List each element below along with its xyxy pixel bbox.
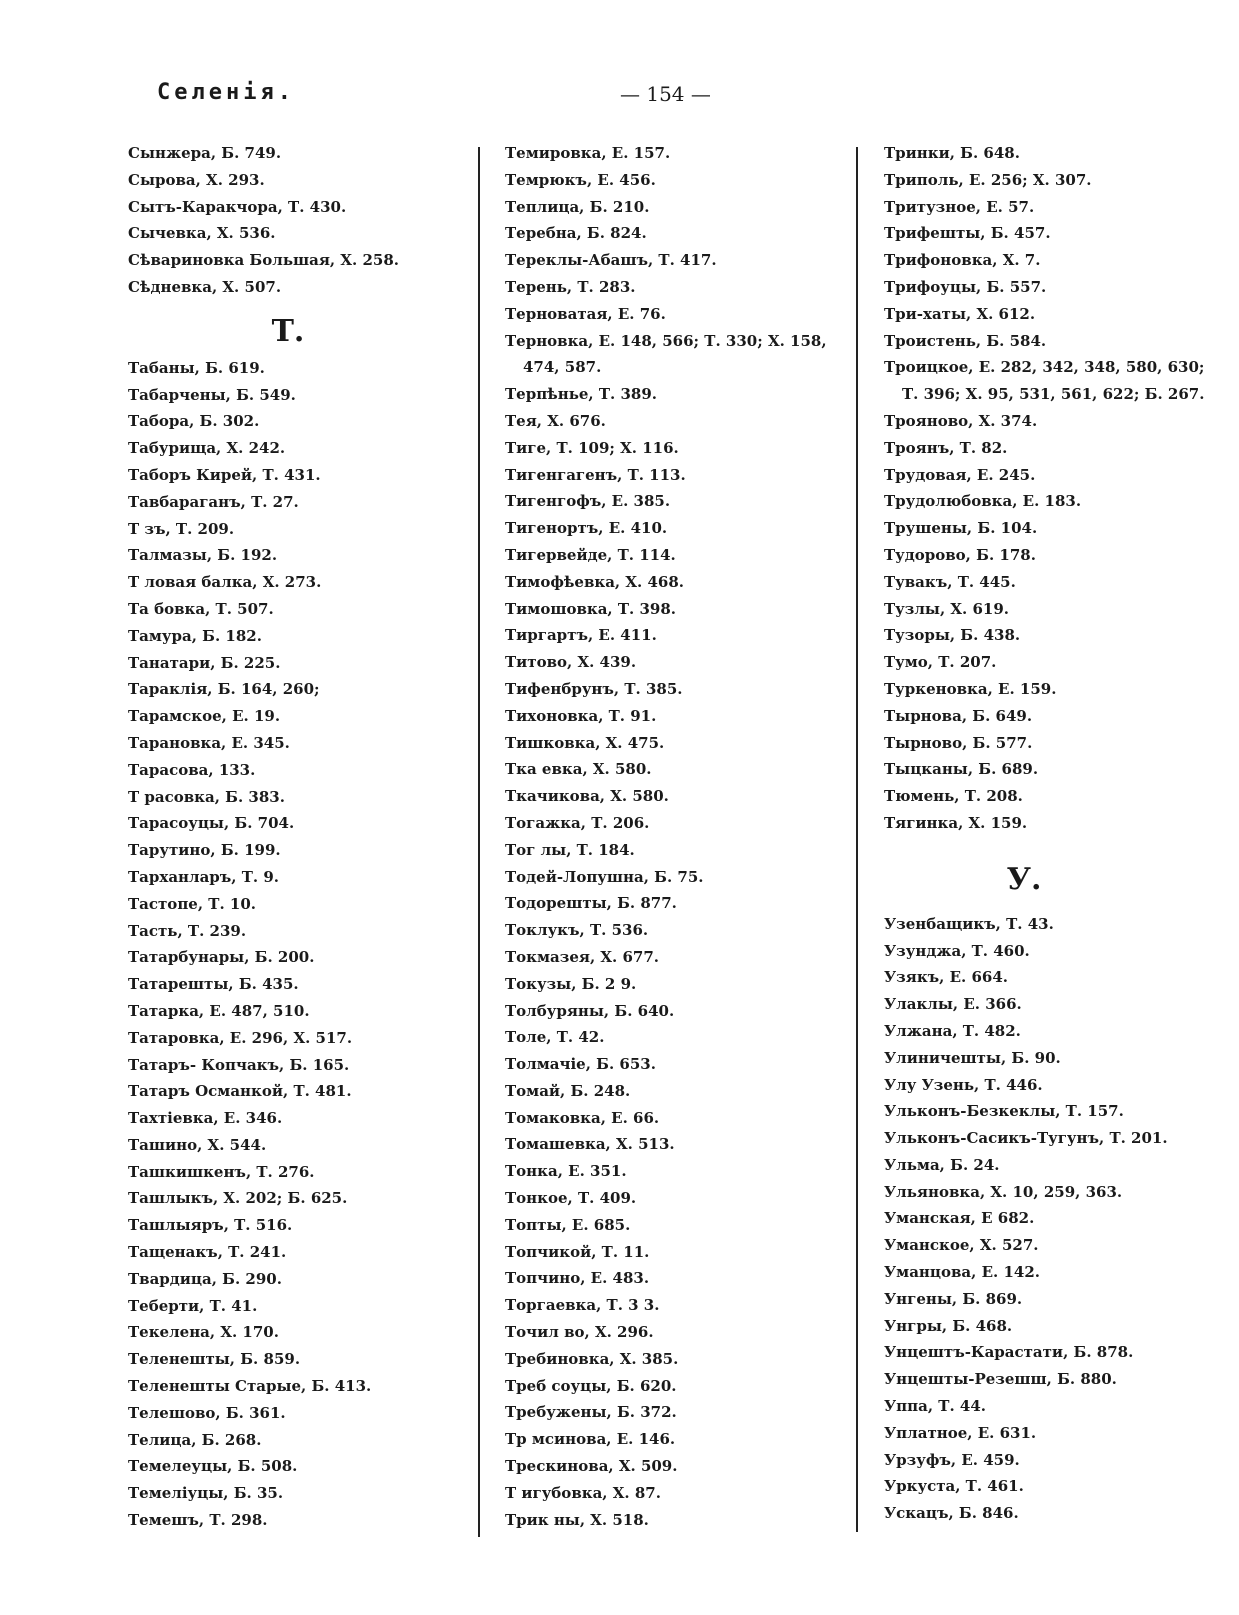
index-entry: Ташлыкъ, Х. 202; Б. 625. [128,1189,348,1208]
index-entry: Теплица, Б. 210. [505,197,650,216]
index-entry: Томаковка, Е. 66. [505,1108,660,1127]
index-column-2 [505,140,845,1533]
index-entry: Тудорово, Б. 178. [884,545,1036,564]
index-entry: Уплатное, Е. 631. [884,1423,1037,1442]
index-entry: Три-хаты, Х. 612. [884,304,1036,323]
page-title: Селенія. [157,80,295,105]
index-entry: Тодей-Лопушна, Б. 75. [505,867,704,886]
index-entry: Табарчены, Б. 549. [128,385,296,404]
index-entry: Толе, Т. 42. [505,1028,605,1047]
index-entry: Т игубовка, Х. 87. [505,1483,661,1502]
index-entry: Ульконъ-Сасикъ-Тугунъ, Т. 201. [884,1129,1168,1148]
index-entry: Тавбараганъ, Т. 27. [128,492,299,511]
index-entry: Текелена, Х. 170. [128,1323,279,1342]
index-entry: Токлукъ, Т. 536. [505,921,649,940]
index-entry: Тогажка, Т. 206. [505,813,650,832]
index-entry: Узякъ, Е. 664. [884,968,1009,987]
index-entry: Табурища, Х. 242. [128,439,286,458]
index-entry: Узунджа, Т. 460. [884,941,1030,960]
index-entry: Ташино, Х. 544. [128,1135,267,1154]
entry-list-t-continued [505,140,845,1533]
index-entry: Танатари, Б. 225. [128,653,281,672]
index-entry: Теленешты, Б. 859. [128,1350,301,1369]
index-entry: Тюмень, Т. 208. [884,787,1023,806]
index-entry: Улу Узень, Т. 446. [884,1075,1043,1094]
index-entry: Уманцова, Е. 142. [884,1263,1040,1282]
index-entry: Татарбунары, Б. 200. [128,948,315,967]
index-entry: Тея, Х. 676. [505,411,606,430]
index-entry: Тринки, Б. 648. [884,144,1020,162]
section-letter-t: Т. [271,313,305,349]
index-entry: Т ловая балка, Х. 273. [128,573,322,592]
index-entry: Трифешты, Б. 457. [884,224,1051,243]
index-entry: Телешово, Б. 361. [128,1403,286,1422]
index-entry: Трифоуцы, Б. 557. [884,277,1047,296]
index-entry: Тягинка, Х. 159. [884,813,1028,832]
index-entry: Трескинова, Х. 509. [505,1457,678,1476]
index-entry: Терень, Т. 283. [505,277,636,296]
index-entry: Тыцканы, Б. 689. [884,760,1039,779]
index-entry: Требиновка, Х. 385. [505,1349,679,1368]
index-entry: Теберти, Т. 41. [128,1296,258,1315]
index-entry: Тасть, Т. 239. [128,921,247,940]
index-entry: Топты, Е. 685. [505,1215,631,1234]
index-entry: Ульяновка, Х. 10, 259, 363. [884,1182,1123,1201]
section-letter-u: У. [1006,861,1042,897]
index-entry: Телица, Б. 268. [128,1430,262,1449]
index-entry: Тумо, Т. 207. [884,653,997,672]
index-entry: Тырново, Б. 577. [884,733,1033,752]
index-entry: Трик ны, Х. 518. [505,1510,649,1529]
index-entry: Ташлыяръ, Т. 516. [128,1216,293,1235]
index-entry: Тонкое, Т. 409. [505,1189,637,1208]
index-entry: Сынжера, Б. 749. [128,144,282,162]
index-entry: Тарамское, Е. 19. [128,707,281,726]
index-entry: Ткачикова, Х. 580. [505,787,669,806]
index-entry: Трояново, Х. 374. [884,411,1038,430]
index-entry: Теленешты Старые, Б. 413. [128,1377,372,1396]
index-entry: Сырова, Х. 293. [128,170,265,189]
column-divider-2 [856,147,858,1532]
index-column-3 [884,140,1224,1527]
index-entry: Трудовая, Е. 245. [884,465,1036,484]
index-entry: Топчикой, Т. 11. [505,1242,650,1261]
index-entry: Терновка, Е. 148, 566; Т. 330; Х. 158, [505,331,827,350]
index-entry: Узенбащикъ, Т. 43. [884,914,1054,933]
index-entry: Тихоновка, Т. 91. [505,706,657,725]
index-entry: Унгены, Б. 869. [884,1289,1023,1308]
index-entry: Сѣвариновка Большая, Х. 258. [128,251,399,270]
index-entry: Томай, Б. 248. [505,1081,631,1100]
index-entry: Тузлы, Х. 619. [884,599,1010,618]
index-entry: Тонка, Е. 351. [505,1162,627,1181]
index-entry: Ульконъ-Безкеклы, Т. 157. [884,1102,1124,1121]
index-entry: Трифоновка, Х. 7. [884,251,1041,270]
index-entry: Улаклы, Е. 366. [884,995,1022,1014]
index-entry: Сычевка, Х. 536. [128,224,276,243]
index-entry: Т зъ, Т. 209. [128,519,235,538]
index-entry: Улиничешты, Б. 90. [884,1048,1061,1067]
index-entry: Томашевка, Х. 513. [505,1135,675,1154]
index-entry: Тифенбрунъ, Т. 385. [505,679,683,698]
index-entry: Темелеуцы, Б. 508. [128,1457,298,1476]
index-entry: Унгры, Б. 468. [884,1316,1013,1335]
index-entry: Тигенгагенъ, Т. 113. [505,465,686,484]
index-entry: Толмачіе, Б. 653. [505,1055,656,1074]
index-entry: Тарханларъ, Т. 9. [128,867,280,886]
index-entry: Ульма, Б. 24. [884,1155,1000,1174]
entry-list-t-end [884,140,1224,837]
index-entry: Тамура, Б. 182. [128,626,262,645]
index-entry: Сѣдневка, Х. 507. [128,277,282,296]
entry-list-t [128,355,468,1534]
index-entry: Темеліуцы, Б. 35. [128,1484,284,1503]
index-entry: Троистень, Б. 584. [884,331,1047,350]
index-entry: Точил во, Х. 296. [505,1323,654,1342]
index-entry: Твардица, Б. 290. [128,1269,282,1288]
index-entry: Токмазея, Х. 677. [505,947,660,966]
index-entry: Сытъ-Каракчора, Т. 430. [128,197,347,216]
index-entry: Тарасова, 133. [128,760,256,779]
index-entry: Тараклія, Б. 164, 260; [128,680,320,699]
index-entry: Тр мсинова, Е. 146. [505,1430,676,1449]
index-entry: Тиге, Т. 109; Х. 116. [505,438,679,457]
index-entry: Тарутино, Б. 199. [128,841,281,860]
index-entry: Трушены, Б. 104. [884,519,1038,538]
index-entry: 474, 587. [523,358,602,377]
index-entry: Тереклы-Абашъ, Т. 417. [505,251,717,270]
index-entry: Тимофѣевка, Х. 468. [505,572,684,591]
index-entry: Т. 396; Х. 95, 531, 561, 622; Б. 267. [902,385,1205,404]
index-entry: Топчино, Е. 483. [505,1269,650,1288]
entry-list-u [884,911,1224,1527]
index-entry: Тигервейде, Т. 114. [505,545,676,564]
index-entry: Тырнова, Б. 649. [884,706,1033,725]
index-entry: Темешъ, Т. 298. [128,1511,268,1530]
index-entry: Терноватая, Е. 76. [505,304,666,323]
index-entry: Талмазы, Б. 192. [128,546,278,565]
index-entry: Тимошовка, Т. 398. [505,599,677,618]
index-entry: Тог лы, Т. 184. [505,840,635,859]
index-entry: Улжана, Т. 482. [884,1021,1021,1040]
index-entry: Ташкишкенъ, Т. 276. [128,1162,315,1181]
index-entry: Тиргартъ, Е. 411. [505,626,657,645]
index-entry: Тка евка, Х. 580. [505,760,652,779]
page-number: — 154 — [620,82,711,106]
index-entry: Ускацъ, Б. 846. [884,1504,1019,1523]
index-entry: Триполь, Е. 256; Х. 307. [884,170,1092,189]
index-entry: Табора, Б. 302. [128,412,260,431]
index-entry: Треб соуцы, Б. 620. [505,1376,677,1395]
index-entry: Титово, Х. 439. [505,653,637,672]
index-entry: Урзуфъ, Е. 459. [884,1450,1020,1469]
index-entry: Терпѣнье, Т. 389. [505,385,658,404]
index-entry: Трудолюбовка, Е. 183. [884,492,1082,511]
index-entry: Торгаевка, Т. 3 3. [505,1296,660,1315]
index-entry: Табаны, Б. 619. [128,358,265,377]
index-entry: Уппа, Т. 44. [884,1397,986,1416]
index-entry: Туркеновка, Е. 159. [884,679,1057,698]
index-entry: Тигенортъ, Е. 410. [505,519,668,538]
index-entry: Уманское, Х. 527. [884,1236,1039,1255]
index-entry: Тахтіевка, Е. 346. [128,1109,283,1128]
index-entry: Тузоры, Б. 438. [884,626,1021,645]
index-entry: Унцешты-Резешш, Б. 880. [884,1370,1117,1389]
index-entry: Т расовка, Б. 383. [128,787,285,806]
index-entry: Троицкое, Е. 282, 342, 348, 580, 630; [884,358,1205,377]
index-entry: Тарасоуцы, Б. 704. [128,814,295,833]
index-entry: Татаръ Османкой, Т. 481. [128,1082,352,1101]
index-entry: Тигенгофъ, Е. 385. [505,492,671,511]
index-entry: Уркуста, Т. 461. [884,1477,1024,1496]
index-entry: Татарешты, Б. 435. [128,975,299,994]
index-entry: Тишковка, Х. 475. [505,733,665,752]
index-entry: Тастопе, Т. 10. [128,894,256,913]
column-divider-1 [478,147,480,1537]
index-entry: Темировка, Е. 157. [505,144,671,162]
index-entry: Татарка, Е. 487, 510. [128,1001,310,1020]
index-entry: Татаровка, Е. 296, Х. 517. [128,1028,353,1047]
index-entry: Та бовка, Т. 507. [128,599,274,618]
index-entry: Токузы, Б. 2 9. [505,974,637,993]
index-entry: Троянъ, Т. 82. [884,438,1008,457]
index-entry: Унцештъ-Карастати, Б. 878. [884,1343,1134,1362]
index-entry: Тарановка, Е. 345. [128,733,290,752]
index-entry: Таборъ Кирей, Т. 431. [128,465,321,484]
index-column-1 [128,140,468,1534]
index-entry: Тритузное, Е. 57. [884,197,1035,216]
index-entry: Темрюкъ, Е. 456. [505,170,656,189]
entry-list-s [128,140,468,301]
index-entry: Требужены, Б. 372. [505,1403,677,1422]
index-entry: Уманская, Е 682. [884,1209,1035,1228]
index-entry: Толбуряны, Б. 640. [505,1001,675,1020]
index-entry: Тувакъ, Т. 445. [884,572,1016,591]
index-entry: Тодорешты, Б. 877. [505,894,677,913]
index-entry: Татаръ- Копчакъ, Б. 165. [128,1055,350,1074]
index-entry: Теребна, Б. 824. [505,224,647,243]
index-entry: Тащенакъ, Т. 241. [128,1243,287,1262]
